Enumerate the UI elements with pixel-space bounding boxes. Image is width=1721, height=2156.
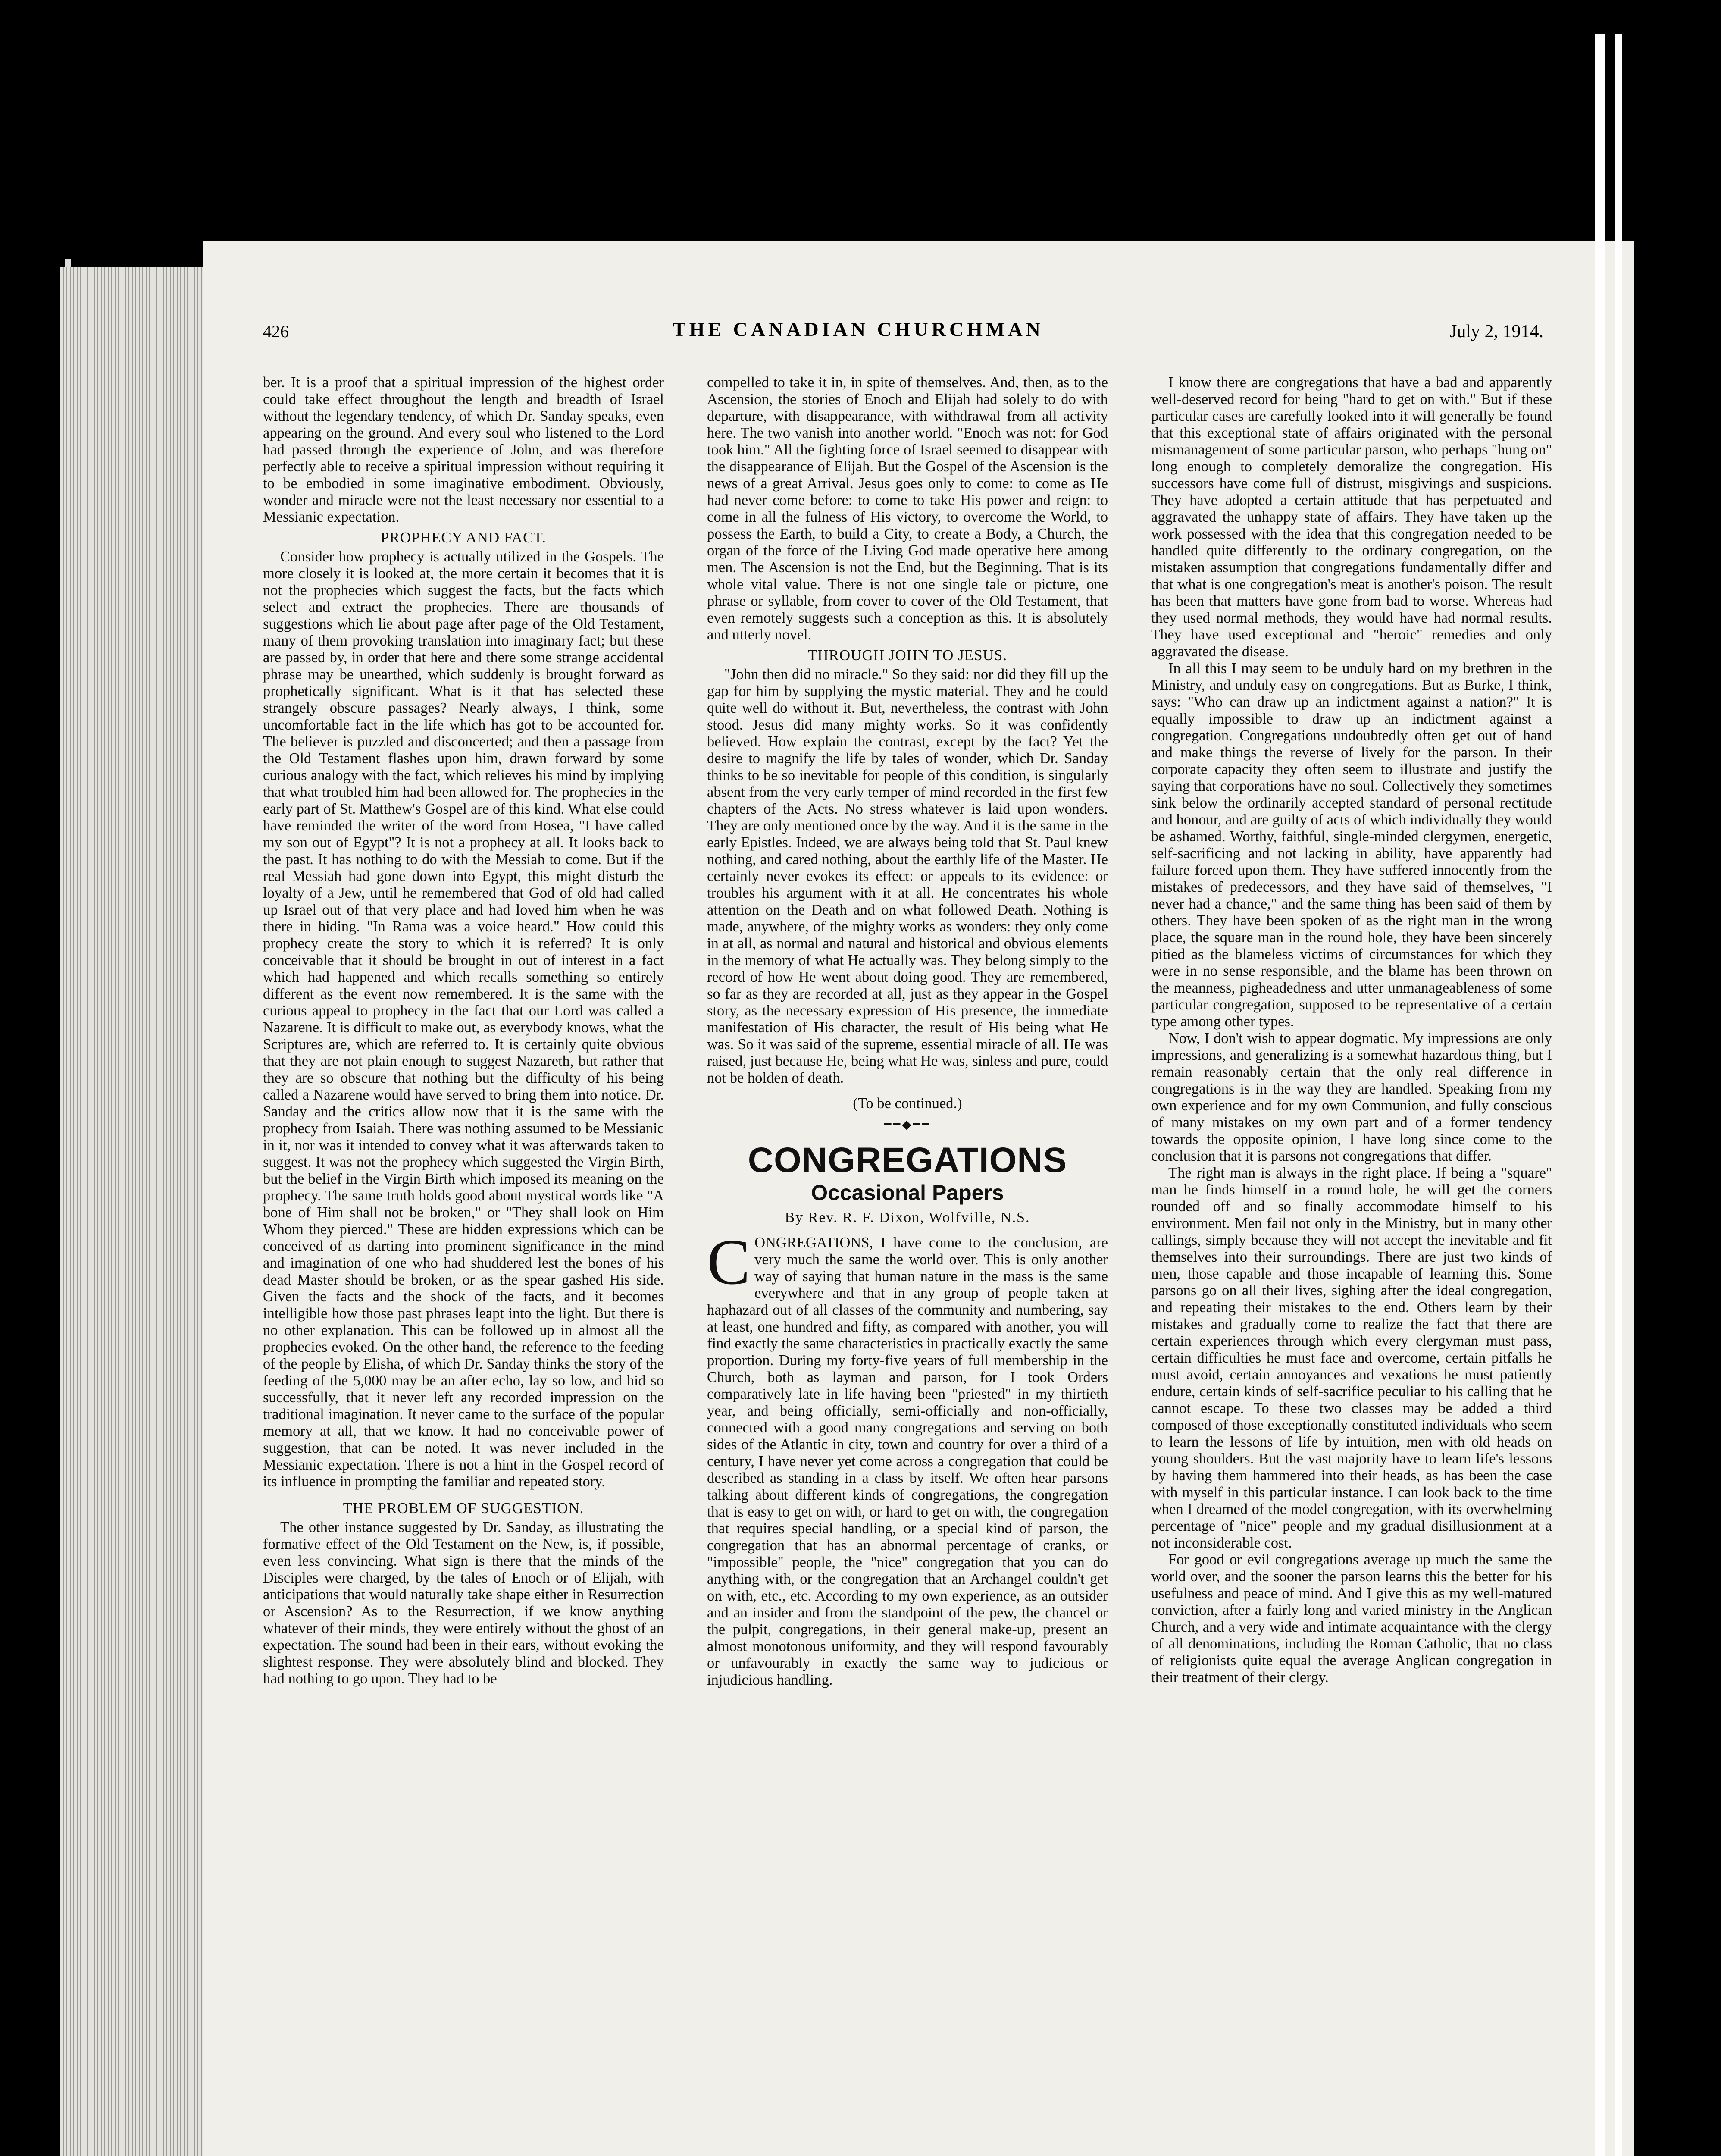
paragraph: "John then did no miracle." So they said: nor did they fill up the gap for him by supplying the mystic material. They and he could quite well do without it. But, nevertheless, the contrast with John stood. Jesus did many mighty works. So it was confidently believed. How explain the contrast, except by the fact? Yet the desire to magnify the life by tales of wonder, which Dr. Sanday thinks to be so inevitable for people of this condition, is singularly absent from the very early temper of mind recorded in the first few chapters of the Acts. No stress whatever is laid upon wonders. They are only mentioned once by the way. And it is the same in the early Epistles. Indeed, we are always being told that St. Paul knew nothing, and cared nothing, about the earthly life of the Master. He certainly never evokes its effect: or appeals to its evidence: or troubles his argument with it at all. He concentrates his whole attention on the Death and on what followed Death. Nothing is made, anywhere, of the mighty works as wonders: they only come in at all, as normal and natural and historical and obvious elements in the memory of what He actually was. They belong simply to the record of how He went about doing good. They are remembered, so far as they are recorded at all, just as they appear in the Gospel story, as the necessary expression of His presence, the immediate manifestation of His character, the result of His being what He was. So it was said of the supreme, essential miracle of all. He was raised, just because He, being what He was, sinless and pure, could not be holden of death. — [707, 666, 1108, 1086]
page-number: 426 — [263, 322, 289, 341]
paragraph: ONGREGATIONS, I have come to the conclusion, are very much the same the world over. This is only another way of saying that human nature in the mass is the same everywhere and that in any group of people taken at haphazard out of all classes of the community and numbering, say at least, one hundred and fifty, as compared with another, you will find exactly the same characteristics in practically exactly the same proportion. During my forty-five years of full membership in the Church, both as layman and parson, for I took Orders comparatively late in life having been "priested" in my thirtieth year, and being officially, semi-officially and non-officially, connected with a good many congregations and serving on both sides of the Atlantic in city, town and country for over a third of a century, I have never yet come across a congregation that could be described as standing in a class by itself. We often hear parsons talking about different kinds of congregations, the congregation that is easy to get on with, or hard to get on with, the congregation that requires special handling, or a special kind of parson, the congregation that has an abnormal percentage of cranks, or "impossible" people, the "nice" congregation that you can do anything with, or the congregation that an Archangel couldn't get on with, etc., etc. According to my own experience, as an outsider and an insider and from the standpoint of the pew, the chancel or the pulpit, congregations, in their general make-up, present an almost monotonous uniformity, and they will respond favourably or unfavourably in exactly the same way to judicious or injudicious handling. — [707, 1235, 1108, 1688]
stacked-page-edges — [60, 267, 203, 2156]
paragraph: compelled to take it in, in spite of themselves. And, then, as to the Ascension, the stories of Enoch and Elijah had solely to do with departure, with disappearance, with withdrawal from all activity here. The two vanish into another world. "Enoch was not: for God took him." All the fighting force of Israel seemed to disappear with the disappearance of Elijah. But the Gospel of the Ascension is the news of a great Arrival. Jesus goes only to come: to come as He had never come before: to come to take His power and reign: to come in all the fulness of His victory, to overcome the World, to possess the Earth, to build a City, to create a Body, a Church, the organ of the force of the Living God made operative here among men. The Ascension is not the End, but the Beginning. That is its whole vital value. There is not one single tale or picture, one phrase or syllable, from cover to cover of the Old Testament, that even remotely suggests such a conception as this. It is absolutely and utterly novel. — [707, 374, 1108, 643]
section-heading: THROUGH JOHN TO JESUS. — [807, 647, 1008, 664]
to-be-continued: (To be continued.) — [853, 1095, 962, 1112]
drop-cap: C — [707, 1226, 751, 1298]
article-subtitle: Occasional Papers — [811, 1181, 1004, 1205]
article-opening — [707, 1226, 1108, 1689]
section-heading: THE PROBLEM OF SUGGESTION. — [343, 1500, 584, 1517]
masthead: THE CANADIAN CHURCHMAN — [673, 318, 1044, 340]
issue-date: July 2, 1914. — [1449, 322, 1543, 342]
divider-ornament: ━━◆━━ — [884, 1118, 931, 1131]
column-3 — [1151, 374, 1552, 1686]
article-title: CONGREGATIONS — [748, 1141, 1067, 1180]
page-header — [263, 318, 1556, 356]
paragraph: The right man is always in the right place. If being a "square" man he finds himself in a round hole, he will get the corners rounded off and so finally accommodate himself to his environment. Men fail not only in the Ministry, but in many other callings, simply because they will not accept the inevitable and fit themselves into their surroundings. There are just two kinds of men, those capable and those incapable of learning this. Some parsons go on all their lives, sighing after the ideal congregation, and repeating their mistakes to the end. Others learn by their mistakes and gradually come to realize the fact that there are certain experiences through which every clergyman must pass, certain difficulties he must face and overcome, certain pitfalls he must avoid, certain annoyances and vexations he must patiently endure, certain kinds of self-sacrifice peculiar to his calling that he cannot escape. To these two classes may be added a third composed of those exceptionally constituted individuals who seem to learn the lessons of life by intuition, men with old heads on young shoulders. But the vast majority have to learn life's lessons by having them hammered into their heads, as has been the case with myself in this particular instance. I can look back to the time when I dreamed of the model congregation, with its overwhelming percentage of "nice" people and my gradual disillusionment at a not inconsiderable cost. — [1151, 1165, 1552, 1551]
right-edge-bar-1 — [1595, 34, 1605, 2156]
section-heading: PROPHECY AND FACT. — [381, 529, 546, 546]
right-edge-bar-2 — [1615, 34, 1622, 2156]
column-2 — [707, 374, 1108, 1689]
byline: By Rev. R. F. Dixon, Wolfville, N.S. — [785, 1210, 1030, 1225]
paragraph: Consider how prophecy is actually utilized in the Gospels. The more closely it is looked at, the more certain it becomes that it is not the prophecies which suggest the facts, but the facts which select and extract the prophecies. There are thousands of suggestions which lie about page after page of the Old Testament, many of them provoking translation into imaginary fact; but these are passed by, in order that here and there some strange accidental phrase may be unearthed, which suddenly is brought forward as prophetically significant. What is it that has selected these strangely obscure passages? Nearly always, I think, some uncomfortable fact in the life which has got to be accounted for. The believer is puzzled and disconcerted; and then a passage from the Old Testament flashes upon him, drawn forward by some curious analogy with the fact, which relieves his mind by implying that what troubled him had been allowed for. The prophecies in the early part of St. Matthew's Gospel are of this kind. What else could have reminded the writer of the word from Hosea, "I have called my son out of Egypt"? It is not a prophecy at all. It looks back to the past. It has nothing to do with the Messiah to come. But if the real Messiah had gone down into Egypt, this might disturb the loyalty of a Jew, until he remembered that God of old had called up Israel out of that very place and had loved him when he was there in hiding. "In Rama was a voice heard." How could this prophecy create the story to which it is referred? It is only conceivable that it should be brought in out of interest in a fact which had happened and which recalls something so entirely different as the event now remembered. It is the same with the curious appeal to prophecy in the fact that our Lord was called a Nazarene. It is difficult to make out, as everybody knows, what the Scriptures are, which are referred to. It is certainly quite obvious that they are not plain enough to suggest Nazareth, but rather that they are so obscure that nothing but the difficulty of his being called a Nazarene would have served to bring them into notice. Dr. Sanday and the critics allow now that it is the same with the prophecy from Isaiah. There was nothing assumed to be Messianic in it, nor was it intended to convey what it was afterwards taken to suggest. It was not the prophecy which suggested the Virgin Birth, but the belief in the Virgin Birth which imposed its meaning on the prophecy. The same truth holds good about mystical words like "A bone of Him shall not be broken," or "They shall look on Him Whom they pierced." These are hidden expressions which can be conceived of as darting into prominent significance in the mind and imagination of one who had shuddered lest the bones of his dead Master should be broken, or as the spear gashed His side. Given the facts and the shock of the facts, and it becomes intelligible how those past phrases leapt into the light. But there is no other explanation. This can be followed up in almost all the prophecies evoked. On the other hand, the reference to the feeding of the people by Elisha, of which Dr. Sanday thinks the story of the feeding of the 5,000 may be an after echo, lay so low, and hid so successfully, that it never left any recorded impression on the traditional imagination. It never came to the surface of the popular memory at all, that we know. It had no conceivable power of suggestion, that can be noted. It was never included in the Messianic expectation. There is not a hint in the Gospel record of its influence in prompting the familiar and repeated story. — [263, 548, 664, 1490]
paragraph: In all this I may seem to be unduly hard on my brethren in the Ministry, and unduly easy on congregations. But as Burke, I think, says: "Who can draw up an indictment against a nation?" It is equally impossible to draw up an indictment against a congregation. Congregations undoubtedly often get out of hand and make things the reverse of lively for the parson. In their corporate capacity they often seem to illustrate and justify the saying that corporations have no soul. Collectively they sometimes sink below the ordinarily accepted standard of personal rectitude and honour, and are guilty of acts of which individually they would be ashamed. Worthy, faithful, single-minded clergymen, energetic, self-sacrificing and not lacking in ability, have apparently had failure forced upon them. They have suffered innocently from the mistakes of predecessors, and they have said of themselves, "I never had a chance," and the same thing has been said of them by others. They have been spoken of as the right man in the wrong place, the square man in the round hole, they have been sincerely pitied as the blameless victims of circumstances for which they were in no sense responsible, and the blame has been thrown on the meanness, pigheadedness and utter unmanageableness of some particular congregation, supposed to be representative of a certain type among other types. — [1151, 660, 1552, 1030]
paragraph: Now, I don't wish to appear dogmatic. My impressions are only impressions, and generalizing is a somewhat hazardous thing, but I remain reasonably certain that the only real difference in congregations is in the way they are handled. Speaking from my own experience and for my own Communion, and fully conscious of many mistakes on my own part and of a former tendency towards the opposite opinion, I have long since come to the conclusion that it is parsons not congregations that differ. — [1151, 1030, 1552, 1164]
paragraph: I know there are congregations that have a bad and apparently well-deserved record for being "hard to get on with." But if these particular cases are carefully looked into it will generally be found that this exceptional state of affairs originated with the personal mismanagement of some particular parson, who perhaps "hung on" long enough to completely demoralize the congregation. His successors have come full of distrust, misgivings and suspicions. They have adopted a certain attitude that has perpetuated and aggravated the unhappy state of affairs. They have taken up the work possessed with the idea that this congregation needed to be handled quite differently to the ordinary congregation, on the mistaken assumption that congregations fundamentally differ and that what is one congregation's meat is another's poison. The result has been that matters have gone from bad to worse. Whereas had they used normal methods, they would have had normal results. They have used exceptional and "heroic" remedies and only aggravated the disease. — [1151, 374, 1552, 660]
paragraph: For good or evil congregations average up much the same the world over, and the sooner the parson learns this the better for his usefulness and peace of mind. And I give this as my well-matured conviction, after a fairly long and varied ministry in the Anglican Church, and a very wide and intimate acquaintance with the clergy of all denominations, including the Roman Catholic, that no class of religionists quite equal the average Anglican congregation in their treatment of their clergy. — [1151, 1551, 1552, 1686]
column-1 — [263, 374, 664, 1687]
paragraph: The other instance suggested by Dr. Sanday, as illustrating the formative effect of the Old Testament on the New, is, if possible, even less convincing. What sign is there that the minds of the Disciples were charged, by the tales of Enoch or of Elijah, with anticipations that would naturally take shape either in Resurrection or Ascension? As to the Resurrection, if we know anything whatever of their minds, they were entirely without the ghost of an expectation. The sound had been in their ears, without evoking the slightest response. They were absolutely blind and blocked. They had nothing to go upon. They had to be — [263, 1519, 664, 1687]
paragraph: ber. It is a proof that a spiritual impression of the highest order could take effect throughout the length and breadth of Israel without the legendary tendency, of which Dr. Sanday speaks, even appearing on the ground. And every soul who listened to the Lord had passed through the experience of John, and was therefore perfectly able to receive a spiritual impression without requiring it to be embodied in some imaginative embodiment. Obviously, wonder and miracle were not the least necessary nor essential to a Messianic expectation. — [263, 374, 664, 525]
